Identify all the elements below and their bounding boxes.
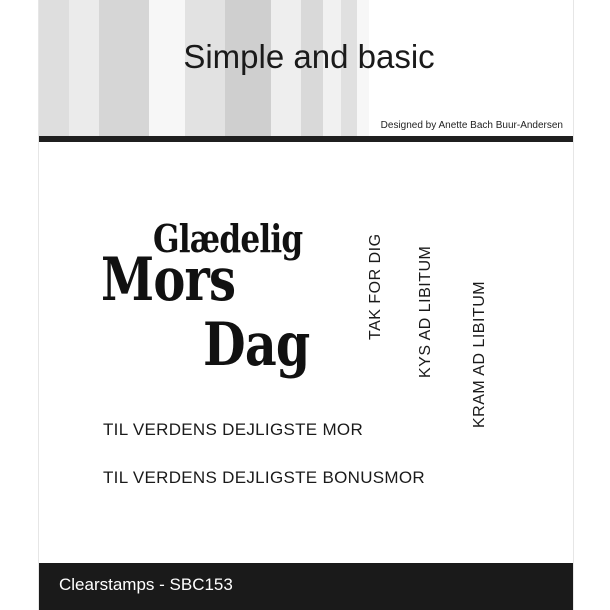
stamp-word-dag: Dag — [203, 310, 310, 380]
stamp-line-mor: TIL VERDENS DEJLIGSTE MOR — [103, 420, 364, 439]
product-code: Clearstamps - SBC153 — [59, 575, 233, 594]
stripe — [39, 0, 69, 140]
stamp-word-mors: Mors — [101, 245, 236, 315]
stamp-kys-ad-libitum: KYS AD LIBITUM — [417, 245, 434, 378]
stripe — [69, 0, 99, 140]
stamp-line-bonusmor: TIL VERDENS DEJLIGSTE BONUSMOR — [103, 468, 425, 487]
footer-bar — [39, 563, 573, 610]
series-title: Simple and basic — [183, 38, 435, 75]
stamp-tak-for-dig: TAK FOR DIG — [367, 233, 384, 340]
stamp-word-glaedelig: Glædelig — [153, 216, 303, 261]
header-divider — [39, 136, 573, 142]
stamp-kram-ad-libitum: KRAM AD LIBITUM — [471, 280, 488, 428]
product-card — [38, 0, 574, 610]
designer-credit: Designed by Anette Bach Buur-Andersen — [380, 120, 563, 131]
